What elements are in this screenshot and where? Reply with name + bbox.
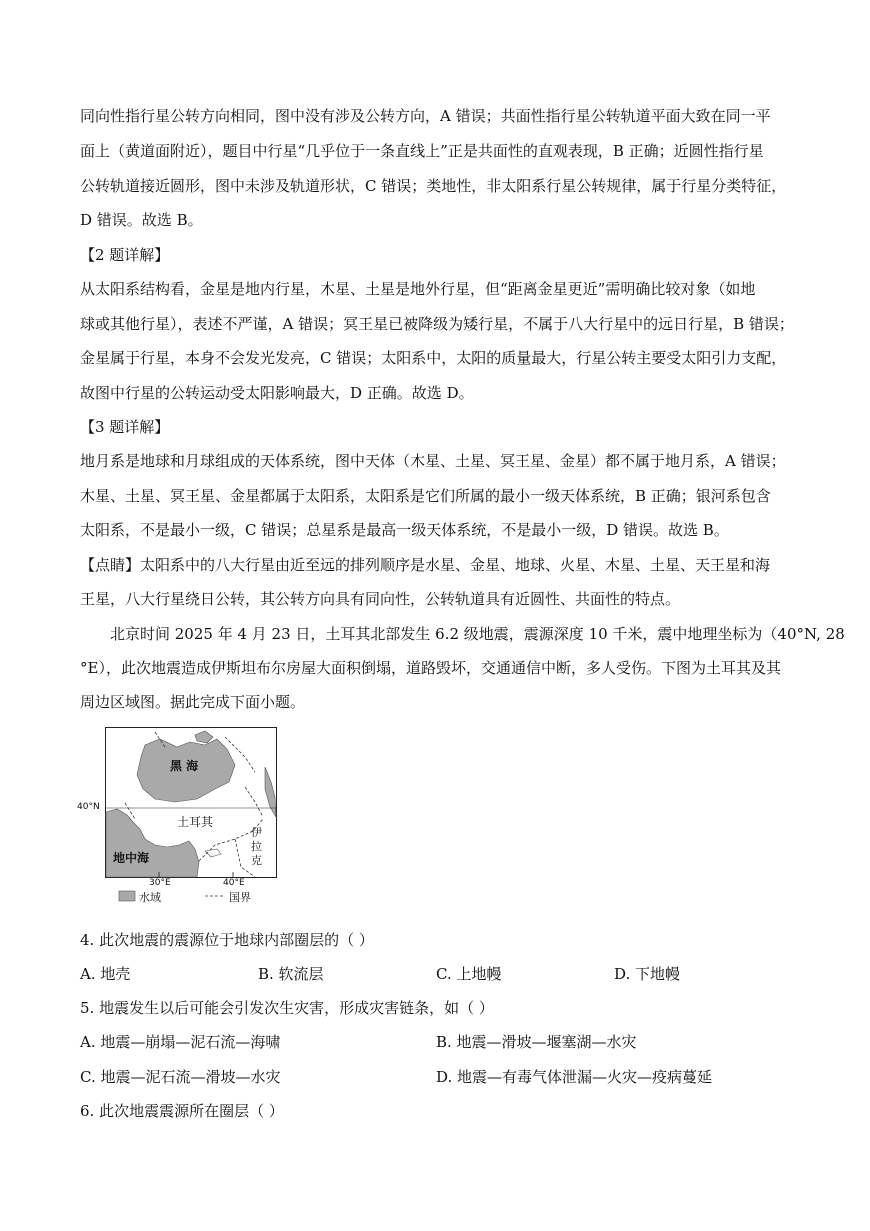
tip-text-line: 【点睛】太阳系中的八大行星由近至远的排列顺序是水星、金星、地球、火星、木星、土星、天王星和海 (80, 556, 771, 574)
q4-option-c[interactable]: C. 上地幔 (436, 965, 502, 983)
question-4-stem: 4. 此次地震的震源位于地球内部圈层的（ ） (80, 931, 374, 949)
answer-text-line: 同向性指行星公转方向相同，图中没有涉及公转方向，A 错误；共面性指行星公转轨道平面大致在同一平 (80, 107, 771, 125)
answer-text-line: 故图中行星的公转运动受太阳影响最大，D 正确。故选 D。 (80, 384, 474, 402)
mediterranean-label: 地中海 (113, 851, 150, 865)
answer-text-line: 面上（黄道面附近），题目中行星“几乎位于一条直线上”正是共面性的直观表现，B 正确；近圆性指行星 (80, 142, 764, 160)
intro-text-line: °E），此次地震造成伊斯坦布尔房屋大面积倒塌，道路毁坏，交通通信中断，多人受伤。下图为土耳其及其 (80, 659, 781, 677)
lon-40e-label: 40°E (223, 878, 245, 888)
lon-30e-label: 30°E (149, 878, 171, 888)
black-sea-label: 黑 海 (170, 759, 199, 773)
turkey-region-map (77, 727, 277, 905)
q4-option-b[interactable]: B. 软流层 (258, 965, 324, 983)
answer-text-line: 球或其他行星），表述不严谨，A 错误；冥王星已被降级为矮行星，不属于八大行星中的远日行星，B 错误； (80, 315, 794, 333)
q5-option-a[interactable]: A. 地震—崩塌—泥石流—海啸 (80, 1033, 281, 1051)
q5-option-c[interactable]: C. 地震—泥石流—滑坡—水灾 (80, 1068, 281, 1086)
section-heading-2: 【2 题详解】 (80, 246, 170, 264)
legend-water-label: 水域 (139, 891, 161, 904)
answer-text-line: 从太阳系结构看，金星是地内行星，木星、土星是地外行星，但“距离金星更近”需明确比较对象（如地 (80, 280, 756, 298)
answer-text-line: 太阳系，不是最小一级，C 错误；总星系是最高一级天体系统，不是最小一级，D 错误。故选 B。 (80, 521, 729, 539)
question-6-stem: 6. 此次地震震源所在圈层（ ） (80, 1102, 284, 1120)
turkey-label: 土耳其 (177, 815, 214, 829)
lat-40n-label: 40°N (77, 802, 100, 812)
answer-text-line: 公转轨道接近圆形，图中未涉及轨道形状，C 错误；类地性，非太阳系行星公转规律，属于行星分类特征， (80, 177, 787, 195)
answer-text-line: 木星、土星、冥王星、金星都属于太阳系，太阳系是它们所属的最小一级天体系统，B 正确；银河系包含 (80, 487, 771, 505)
section-heading-3: 【3 题详解】 (80, 418, 170, 436)
answer-text-line: 金星属于行星，本身不会发光发亮，C 错误；太阳系中，太阳的质量最大，行星公转主要受太阳引力支配， (80, 349, 787, 367)
question-5-stem: 5. 地震发生以后可能会引发次生灾害，形成灾害链条，如（ ） (80, 999, 494, 1017)
answer-text-line: D 错误。故选 B。 (80, 211, 203, 229)
q4-option-a[interactable]: A. 地壳 (80, 965, 131, 983)
legend-border-label: 国界 (229, 891, 251, 904)
tip-text-line: 王星，八大行星绕日公转，其公转方向具有同向性，公转轨道具有近圆性、共面性的特点。 (80, 590, 681, 608)
iraq-label: 伊 拉 克 (251, 826, 262, 867)
answer-text-line: 地月系是地球和月球组成的天体系统，图中天体（木星、土星、冥王星、金星）都不属于地月系，A 错误； (80, 452, 786, 470)
intro-text-line: 周边区域图。据此完成下面小题。 (80, 693, 306, 711)
intro-text-line: 北京时间 2025 年 4 月 23 日，土耳其北部发生 6.2 级地震，震源深度 10 千米，震中地理坐标为（40°N, 28 (110, 625, 845, 643)
q5-option-d[interactable]: D. 地震—有毒气体泄漏—火灾—疫病蔓延 (436, 1068, 713, 1086)
q4-option-d[interactable]: D. 下地幔 (614, 965, 681, 983)
q5-option-b[interactable]: B. 地震—滑坡—堰塞湖—水灾 (436, 1033, 637, 1051)
